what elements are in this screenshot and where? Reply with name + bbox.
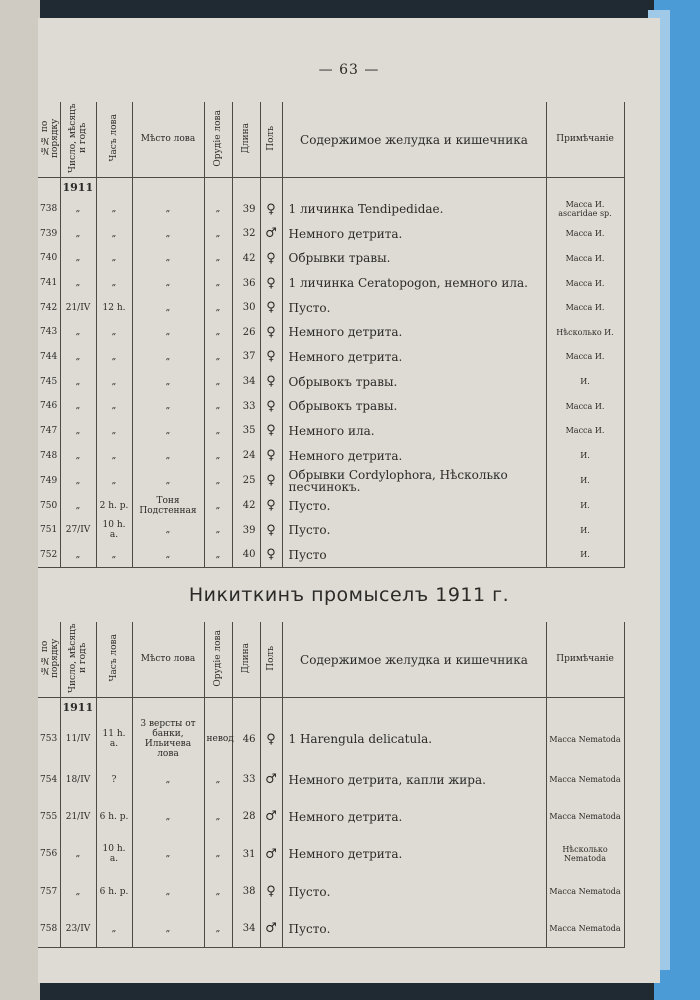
date-cell: „ bbox=[60, 246, 96, 271]
place-cell: „ bbox=[132, 246, 204, 271]
hour-cell: 10 h. a. bbox=[96, 836, 132, 873]
contents-cell: Обрывки травы. bbox=[282, 246, 546, 271]
contents-cell: Немного детрита. bbox=[282, 443, 546, 468]
specimen-number: 747 bbox=[38, 419, 60, 444]
length-cell: 35 bbox=[232, 419, 260, 444]
gear-cell: „ bbox=[204, 468, 232, 494]
place-cell: „ bbox=[132, 761, 204, 798]
specimen-number: 743 bbox=[38, 320, 60, 345]
sex-cell: ♂ bbox=[260, 761, 282, 798]
contents-cell: 1 личинка Tendipedidae. bbox=[282, 197, 546, 222]
header-sex: Полъ bbox=[260, 102, 282, 178]
hour-cell: „ bbox=[96, 443, 132, 468]
place-cell: 3 версты от банки, Ильичева лова bbox=[132, 717, 204, 761]
length-cell: 33 bbox=[232, 394, 260, 419]
empty-cell bbox=[38, 178, 60, 197]
place-cell: „ bbox=[132, 197, 204, 222]
empty-cell bbox=[204, 698, 232, 718]
length-cell: 42 bbox=[232, 494, 260, 519]
gear-cell: „ bbox=[204, 419, 232, 444]
year-label: 1911 bbox=[60, 698, 96, 718]
note-cell: Масса Nematoda bbox=[546, 910, 624, 947]
hour-cell: „ bbox=[96, 468, 132, 494]
place-cell: „ bbox=[132, 320, 204, 345]
table-row bbox=[38, 394, 624, 419]
length-cell: 42 bbox=[232, 246, 260, 271]
table-row bbox=[38, 717, 624, 761]
table-row bbox=[38, 443, 624, 468]
place-cell: „ bbox=[132, 369, 204, 394]
note-cell: Масса И. bbox=[546, 221, 624, 246]
note-cell: Нѣсколько Nematoda bbox=[546, 836, 624, 873]
place-cell: „ bbox=[132, 798, 204, 835]
sex-cell: ♀ bbox=[260, 246, 282, 271]
place-cell: „ bbox=[132, 836, 204, 873]
contents-cell: Немного детрита. bbox=[282, 320, 546, 345]
note-cell: Масса Nematoda bbox=[546, 798, 624, 835]
header-sex: Полъ bbox=[260, 622, 282, 698]
date-cell: „ bbox=[60, 419, 96, 444]
table-row bbox=[38, 836, 624, 873]
contents-cell: Немного детрита. bbox=[282, 836, 546, 873]
sex-cell: ♀ bbox=[260, 543, 282, 568]
contents-cell: Обрывки Cordylophora, Нѣсколько песчинокъ. bbox=[282, 468, 546, 494]
table-row bbox=[38, 798, 624, 835]
contents-cell: Пусто. bbox=[282, 910, 546, 947]
length-cell: 37 bbox=[232, 345, 260, 370]
place-cell: „ bbox=[132, 468, 204, 494]
length-cell: 24 bbox=[232, 443, 260, 468]
specimen-number: 750 bbox=[38, 494, 60, 519]
year-row bbox=[38, 178, 624, 197]
hour-cell: „ bbox=[96, 543, 132, 568]
gear-cell: „ bbox=[204, 295, 232, 320]
table-row bbox=[38, 543, 624, 568]
date-cell: 27/IV bbox=[60, 518, 96, 543]
length-cell: 28 bbox=[232, 798, 260, 835]
date-cell: „ bbox=[60, 443, 96, 468]
length-cell: 33 bbox=[232, 761, 260, 798]
table-header-row bbox=[38, 102, 624, 178]
header-hour: Часъ лова bbox=[96, 102, 132, 178]
contents-cell: Немного детрита. bbox=[282, 221, 546, 246]
gear-cell: „ bbox=[204, 369, 232, 394]
gear-cell: „ bbox=[204, 271, 232, 296]
place-cell: „ bbox=[132, 394, 204, 419]
sex-cell: ♀ bbox=[260, 369, 282, 394]
sex-cell: ♀ bbox=[260, 320, 282, 345]
sex-cell: ♂ bbox=[260, 798, 282, 835]
table-row bbox=[38, 369, 624, 394]
hour-cell: „ bbox=[96, 246, 132, 271]
date-cell: „ bbox=[60, 394, 96, 419]
contents-cell: Немного детрита, капли жира. bbox=[282, 761, 546, 798]
hour-cell: „ bbox=[96, 369, 132, 394]
contents-cell: 1 личинка Ceratopogon, немного ила. bbox=[282, 271, 546, 296]
table-row bbox=[38, 246, 624, 271]
contents-cell: Немного ила. bbox=[282, 419, 546, 444]
gear-cell: „ bbox=[204, 320, 232, 345]
specimen-number: 749 bbox=[38, 468, 60, 494]
contents-cell: Пусто. bbox=[282, 494, 546, 519]
table-row bbox=[38, 271, 624, 296]
table-row bbox=[38, 873, 624, 910]
contents-cell: Немного детрита. bbox=[282, 345, 546, 370]
length-cell: 32 bbox=[232, 221, 260, 246]
specimen-number: 746 bbox=[38, 394, 60, 419]
gear-cell: „ bbox=[204, 798, 232, 835]
date-cell: „ bbox=[60, 494, 96, 519]
table-row bbox=[38, 518, 624, 543]
length-cell: 39 bbox=[232, 197, 260, 222]
hour-cell: „ bbox=[96, 197, 132, 222]
gear-cell: „ bbox=[204, 543, 232, 568]
contents-cell: Пусто. bbox=[282, 518, 546, 543]
gear-cell: „ bbox=[204, 246, 232, 271]
sex-cell: ♀ bbox=[260, 518, 282, 543]
length-cell: 34 bbox=[232, 369, 260, 394]
empty-cell bbox=[96, 178, 132, 197]
sex-cell: ♀ bbox=[260, 494, 282, 519]
length-cell: 31 bbox=[232, 836, 260, 873]
specimen-number: 745 bbox=[38, 369, 60, 394]
contents-cell: 1 Harengula delicatula. bbox=[282, 717, 546, 761]
header-gear: Орудіе лова bbox=[204, 102, 232, 178]
length-cell: 39 bbox=[232, 518, 260, 543]
note-cell: И. bbox=[546, 518, 624, 543]
place-cell: „ bbox=[132, 443, 204, 468]
page-number: — 63 — bbox=[318, 62, 380, 78]
table-row bbox=[38, 468, 624, 494]
specimen-table-2 bbox=[38, 622, 625, 948]
date-cell: 11/IV bbox=[60, 717, 96, 761]
empty-cell bbox=[38, 698, 60, 718]
specimen-number: 758 bbox=[38, 910, 60, 947]
date-cell: 18/IV bbox=[60, 761, 96, 798]
specimen-number: 757 bbox=[38, 873, 60, 910]
note-cell: И. bbox=[546, 494, 624, 519]
empty-cell bbox=[260, 698, 282, 718]
note-cell: Масса Nematoda bbox=[546, 873, 624, 910]
note-cell: И. bbox=[546, 543, 624, 568]
length-cell: 36 bbox=[232, 271, 260, 296]
empty-cell bbox=[282, 178, 546, 197]
header-note: Примѣчаніе bbox=[546, 102, 624, 178]
specimen-number: 741 bbox=[38, 271, 60, 296]
date-cell: „ bbox=[60, 369, 96, 394]
header-place: Мѣсто лова bbox=[132, 102, 204, 178]
date-cell: 21/IV bbox=[60, 798, 96, 835]
specimen-number: 740 bbox=[38, 246, 60, 271]
date-cell: „ bbox=[60, 873, 96, 910]
length-cell: 46 bbox=[232, 717, 260, 761]
specimen-number: 742 bbox=[38, 295, 60, 320]
date-cell: „ bbox=[60, 836, 96, 873]
date-cell: „ bbox=[60, 221, 96, 246]
length-cell: 38 bbox=[232, 873, 260, 910]
sex-cell: ♀ bbox=[260, 271, 282, 296]
header-date: Число, мѣсяцъ и годъ bbox=[60, 102, 96, 178]
table-row bbox=[38, 419, 624, 444]
opposite-page-edge bbox=[0, 0, 40, 1000]
sex-cell: ♀ bbox=[260, 873, 282, 910]
hour-cell: „ bbox=[96, 221, 132, 246]
sex-cell: ♀ bbox=[260, 419, 282, 444]
gear-cell: „ bbox=[204, 345, 232, 370]
note-cell: Масса И. bbox=[546, 271, 624, 296]
sex-cell: ♀ bbox=[260, 197, 282, 222]
date-cell: „ bbox=[60, 345, 96, 370]
sex-cell: ♀ bbox=[260, 468, 282, 494]
place-cell: „ bbox=[132, 543, 204, 568]
table-header-row bbox=[38, 622, 624, 698]
hour-cell: 6 h. p. bbox=[96, 873, 132, 910]
empty-cell bbox=[132, 698, 204, 718]
header-length: Длина bbox=[232, 102, 260, 178]
contents-cell: Пусто. bbox=[282, 295, 546, 320]
place-cell: „ bbox=[132, 873, 204, 910]
gear-cell: „ bbox=[204, 221, 232, 246]
note-cell: Масса Nematoda bbox=[546, 761, 624, 798]
empty-cell bbox=[546, 698, 624, 718]
hour-cell: „ bbox=[96, 345, 132, 370]
year-row bbox=[38, 698, 624, 718]
place-cell: „ bbox=[132, 419, 204, 444]
note-cell: И. bbox=[546, 369, 624, 394]
empty-cell bbox=[204, 178, 232, 197]
header-number: №№ по порядку bbox=[38, 622, 60, 698]
gear-cell: „ bbox=[204, 518, 232, 543]
length-cell: 25 bbox=[232, 468, 260, 494]
empty-cell bbox=[132, 178, 204, 197]
book-page bbox=[38, 18, 660, 983]
hour-cell: 10 h. a. bbox=[96, 518, 132, 543]
gear-cell: „ bbox=[204, 873, 232, 910]
date-cell: 23/IV bbox=[60, 910, 96, 947]
specimen-table-1 bbox=[38, 102, 625, 568]
length-cell: 30 bbox=[232, 295, 260, 320]
hour-cell: „ bbox=[96, 419, 132, 444]
note-cell: Нѣсколько И. bbox=[546, 320, 624, 345]
note-cell: Масса И. ascaridae sp. bbox=[546, 197, 624, 222]
header-hour: Часъ лова bbox=[96, 622, 132, 698]
hour-cell: ? bbox=[96, 761, 132, 798]
place-cell: „ bbox=[132, 295, 204, 320]
specimen-number: 739 bbox=[38, 221, 60, 246]
gear-cell: „ bbox=[204, 494, 232, 519]
contents-cell: Пусто bbox=[282, 543, 546, 568]
gear-cell: „ bbox=[204, 443, 232, 468]
specimen-number: 752 bbox=[38, 543, 60, 568]
specimen-number: 756 bbox=[38, 836, 60, 873]
table-row bbox=[38, 221, 624, 246]
empty-cell bbox=[232, 178, 260, 197]
place-cell: „ bbox=[132, 910, 204, 947]
note-cell: Масса И. bbox=[546, 246, 624, 271]
date-cell: „ bbox=[60, 271, 96, 296]
sex-cell: ♂ bbox=[260, 221, 282, 246]
section-title: Никиткинъ промыселъ 1911 г. bbox=[188, 584, 510, 606]
note-cell: И. bbox=[546, 468, 624, 494]
header-place: Мѣсто лова bbox=[132, 622, 204, 698]
date-cell: „ bbox=[60, 320, 96, 345]
length-cell: 26 bbox=[232, 320, 260, 345]
hour-cell: 2 h. p. bbox=[96, 494, 132, 519]
date-cell: „ bbox=[60, 543, 96, 568]
contents-cell: Обрывокъ травы. bbox=[282, 369, 546, 394]
empty-cell bbox=[96, 698, 132, 718]
hour-cell: „ bbox=[96, 910, 132, 947]
specimen-number: 751 bbox=[38, 518, 60, 543]
gear-cell: „ bbox=[204, 761, 232, 798]
table-row bbox=[38, 295, 624, 320]
contents-cell: Обрывокъ травы. bbox=[282, 394, 546, 419]
header-note: Примѣчаніе bbox=[546, 622, 624, 698]
hour-cell: „ bbox=[96, 271, 132, 296]
place-cell: „ bbox=[132, 518, 204, 543]
header-date: Число, мѣсяцъ и годъ bbox=[60, 622, 96, 698]
specimen-number: 753 bbox=[38, 717, 60, 761]
hour-cell: 12 h. bbox=[96, 295, 132, 320]
specimen-number: 754 bbox=[38, 761, 60, 798]
place-cell: Тоня Подстенная bbox=[132, 494, 204, 519]
table-row bbox=[38, 761, 624, 798]
empty-cell bbox=[282, 698, 546, 718]
gear-cell: „ bbox=[204, 394, 232, 419]
header-number: №№ по порядку bbox=[38, 102, 60, 178]
date-cell: „ bbox=[60, 468, 96, 494]
header-contents: Содержимое желудка и кишечника bbox=[282, 622, 546, 698]
contents-cell: Немного детрита. bbox=[282, 798, 546, 835]
date-cell: „ bbox=[60, 197, 96, 222]
table-row bbox=[38, 494, 624, 519]
specimen-number: 748 bbox=[38, 443, 60, 468]
table-row bbox=[38, 320, 624, 345]
note-cell: Масса И. bbox=[546, 394, 624, 419]
sex-cell: ♀ bbox=[260, 443, 282, 468]
note-cell: И. bbox=[546, 443, 624, 468]
note-cell: Масса И. bbox=[546, 419, 624, 444]
length-cell: 34 bbox=[232, 910, 260, 947]
sex-cell: ♂ bbox=[260, 910, 282, 947]
empty-cell bbox=[546, 178, 624, 197]
year-label: 1911 bbox=[60, 178, 96, 197]
empty-cell bbox=[232, 698, 260, 718]
specimen-number: 738 bbox=[38, 197, 60, 222]
specimen-number: 744 bbox=[38, 345, 60, 370]
note-cell: Масса И. bbox=[546, 345, 624, 370]
header-length: Длина bbox=[232, 622, 260, 698]
hour-cell: 11 h. a. bbox=[96, 717, 132, 761]
specimen-number: 755 bbox=[38, 798, 60, 835]
gear-cell: невод bbox=[204, 717, 232, 761]
contents-cell: Пусто. bbox=[282, 873, 546, 910]
hour-cell: „ bbox=[96, 320, 132, 345]
place-cell: „ bbox=[132, 271, 204, 296]
place-cell: „ bbox=[132, 345, 204, 370]
sex-cell: ♀ bbox=[260, 717, 282, 761]
gear-cell: „ bbox=[204, 197, 232, 222]
gear-cell: „ bbox=[204, 910, 232, 947]
length-cell: 40 bbox=[232, 543, 260, 568]
sex-cell: ♀ bbox=[260, 394, 282, 419]
hour-cell: 6 h. p. bbox=[96, 798, 132, 835]
hour-cell: „ bbox=[96, 394, 132, 419]
header-contents: Содержимое желудка и кишечника bbox=[282, 102, 546, 178]
table-row bbox=[38, 910, 624, 947]
header-gear: Орудіе лова bbox=[204, 622, 232, 698]
sex-cell: ♂ bbox=[260, 836, 282, 873]
table-row bbox=[38, 197, 624, 222]
empty-cell bbox=[260, 178, 282, 197]
table-row bbox=[38, 345, 624, 370]
place-cell: „ bbox=[132, 221, 204, 246]
sex-cell: ♀ bbox=[260, 345, 282, 370]
sex-cell: ♀ bbox=[260, 295, 282, 320]
note-cell: Масса И. bbox=[546, 295, 624, 320]
note-cell: Масса Nematoda bbox=[546, 717, 624, 761]
date-cell: 21/IV bbox=[60, 295, 96, 320]
gear-cell: „ bbox=[204, 836, 232, 873]
